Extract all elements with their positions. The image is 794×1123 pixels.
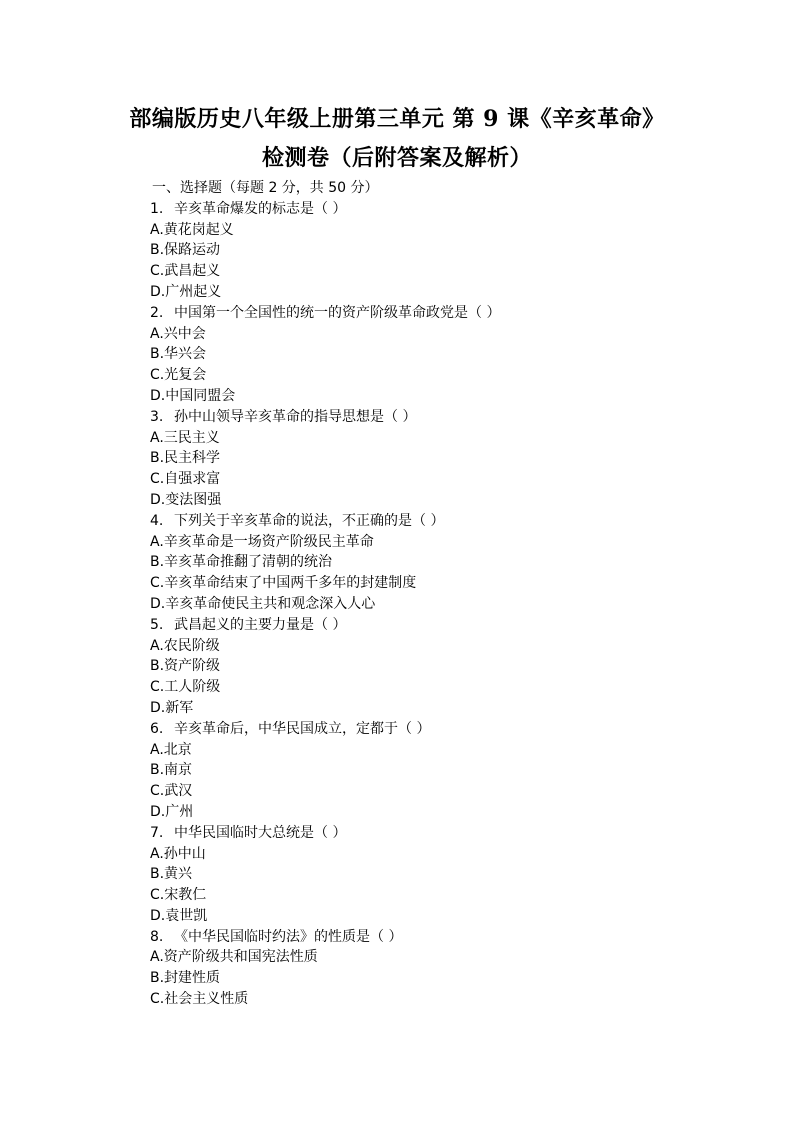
answer-option: C.辛亥革命结束了中国两千多年的封建制度 (150, 575, 417, 592)
answer-option: B.保路运动 (150, 242, 221, 259)
answer-option: D.辛亥革命使民主共和观念深入人心 (150, 595, 376, 612)
answer-option: A.黄花岗起义 (150, 221, 234, 238)
section-heading: 一、选择题（每题 2 分，共 50 分） (152, 180, 379, 196)
document-title-line-2: 检测卷（后附答案及解析） (261, 145, 532, 171)
answer-option: D.变法图强 (150, 491, 222, 508)
question-stem (150, 303, 750, 324)
question-text: 《中华民国临时约法》的性质是（ ） (174, 928, 403, 945)
answer-option: C.宋教仁 (150, 887, 207, 904)
answer-option: C.自强求富 (150, 471, 221, 488)
answer-option: C.光复会 (150, 367, 207, 384)
answer-option: A.辛亥革命是一场资产阶级民主革命 (150, 533, 374, 550)
questions-container (150, 199, 750, 1010)
question-text: 辛亥革命后，中华民国成立，定都于（ ） (174, 720, 431, 737)
question-stem (150, 199, 750, 220)
answer-option: B.南京 (150, 762, 193, 779)
question-number: 8. (150, 928, 164, 945)
answer-option: A.北京 (150, 741, 192, 758)
answer-option: D.广州起义 (150, 283, 222, 300)
answer-option: A.三民主义 (150, 429, 220, 446)
question-number: 3. (150, 408, 164, 425)
answer-option: C.社会主义性质 (150, 991, 249, 1008)
answer-option: C.武汉 (150, 783, 193, 800)
answer-option: B.黄兴 (150, 866, 193, 883)
question-number: 4. (150, 512, 164, 529)
question-stem (150, 927, 750, 948)
answer-option: B.华兴会 (150, 346, 207, 363)
answer-option: C.工人阶级 (150, 679, 221, 696)
question-text: 中国第一个全国性的统一的资产阶级革命政党是（ ） (174, 304, 501, 321)
answer-option: D.新军 (150, 699, 194, 716)
document-title-line-1: 部编版历史八年级上册第三单元 第 9 课《辛亥革命》 (129, 106, 665, 132)
answer-option: B.辛亥革命推翻了清朝的统治 (150, 554, 333, 571)
question-number: 7. (150, 824, 164, 841)
question-text: 下列关于辛亥革命的说法，不正确的是（ ） (174, 512, 445, 529)
question-number: 5. (150, 616, 164, 633)
question-stem (150, 407, 750, 428)
answer-option: D.广州 (150, 803, 194, 820)
answer-option: C.武昌起义 (150, 263, 221, 280)
question-number: 2. (150, 304, 164, 321)
question-stem (150, 719, 750, 740)
question-number: 6. (150, 720, 164, 737)
answer-option: B.资产阶级 (150, 658, 221, 675)
question-text: 孙中山领导辛亥革命的指导思想是（ ） (174, 408, 417, 425)
answer-option: A.孙中山 (150, 845, 206, 862)
answer-option: D.中国同盟会 (150, 387, 236, 404)
question-number: 1. (150, 200, 164, 217)
question-stem (150, 823, 750, 844)
question-stem (150, 615, 750, 636)
question-text: 武昌起义的主要力量是（ ） (174, 616, 347, 633)
question-text: 中华民国临时大总统是（ ） (174, 824, 347, 841)
question-text: 辛亥革命爆发的标志是（ ） (174, 200, 347, 217)
answer-option: B.封建性质 (150, 970, 221, 987)
answer-option: A.农民阶级 (150, 637, 220, 654)
question-list (150, 178, 750, 1010)
question-stem (150, 511, 750, 532)
answer-option: A.兴中会 (150, 325, 206, 342)
answer-option: A.资产阶级共和国宪法性质 (150, 949, 318, 966)
answer-option: B.民主科学 (150, 450, 221, 467)
answer-option: D.袁世凯 (150, 907, 208, 924)
